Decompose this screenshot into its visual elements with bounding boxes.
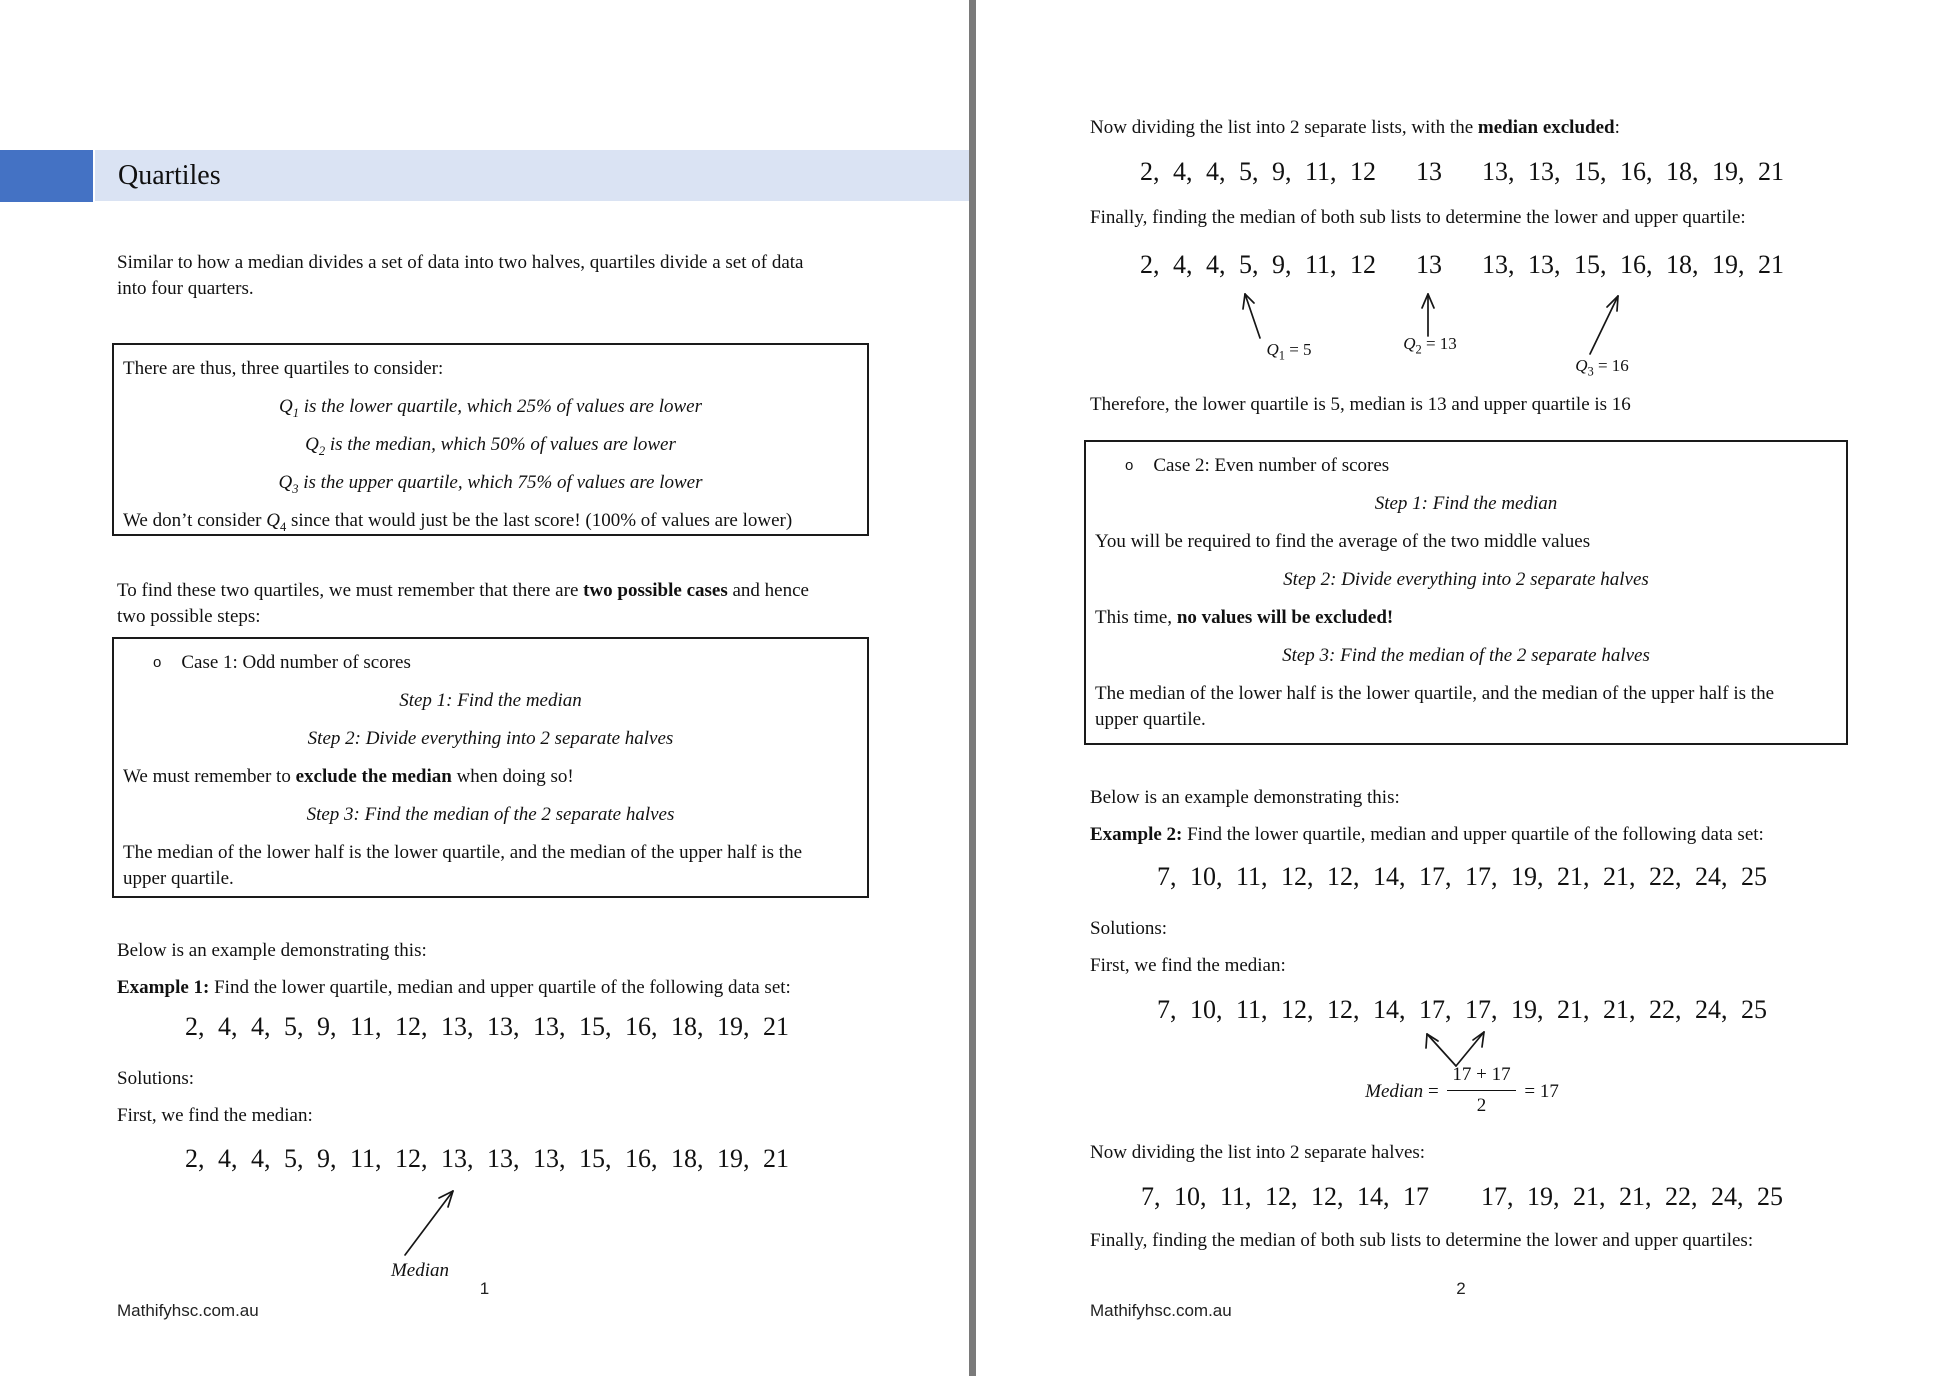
q1-subscript: 1 [292, 405, 299, 420]
below-example-text-2: Below is an example demonstrating this: [1090, 787, 1400, 808]
page-title: Quartiles [118, 160, 221, 191]
case2-closing [1095, 681, 1837, 733]
case2-label: Case 2: Even number of scores [1153, 455, 1390, 476]
example2-line [1090, 822, 1764, 848]
title-band [95, 150, 969, 201]
example1-label: Example 1: [117, 977, 210, 998]
annotated-median: 13 [1416, 250, 1443, 279]
exclude-bold: exclude the median [295, 766, 452, 787]
q1-label-value: = 5 [1284, 340, 1312, 359]
q4-note [123, 508, 858, 534]
case1-exclude-note [123, 764, 858, 790]
quartile-annotated-list [1080, 248, 1844, 281]
intro-paragraph [117, 250, 877, 302]
two-cases-line-1 [117, 578, 887, 604]
median-arrow [385, 1182, 471, 1258]
finally-text-1: Finally, finding the median of both sub lists to determine the lower and upper quartile: [1090, 207, 1746, 228]
split-list-1 [1080, 155, 1844, 188]
page-number-2: 2 [1456, 1279, 1466, 1298]
case1-label: Case 1: Odd number of scores [181, 652, 411, 673]
case1-closing [123, 840, 858, 892]
split2-left: 7, 10, 11, 12, 12, 14, 17 [1140, 1182, 1430, 1211]
fraction-denominator: 2 [1476, 1095, 1487, 1116]
finally-text-2: Finally, finding the median of both sub lists to determine the lower and upper quartiles: [1090, 1230, 1754, 1251]
solution-list-1: 2, 4, 4, 5, 9, 11, 12, 13, 13, 13, 15, 16, 18, 19, 21 [184, 1144, 790, 1173]
q3-arrow [1576, 290, 1628, 356]
case1-step1: Step 1: Find the median [399, 690, 582, 711]
median-arrow-label: Median [390, 1260, 450, 1281]
case1-bullet: o [153, 654, 162, 671]
footer-url-1: Mathifyhsc.com.au [117, 1301, 259, 1320]
case2-heading [1095, 453, 1837, 479]
q4-note-post: since that would just be the last score! (100% of values are lower) [286, 510, 793, 531]
case1-step3: Step 3: Find the median of the 2 separate halves [306, 804, 675, 825]
annotated-right: 13, 13, 15, 16, 18, 19, 21 [1482, 250, 1785, 279]
case2-average-note: You will be required to find the average of the two middle values [1095, 531, 1591, 552]
example1-text: Find the lower quartile, median and upper quartile of the following data set: [209, 977, 791, 998]
split2-right: 17, 19, 21, 21, 22, 24, 25 [1481, 1182, 1784, 1211]
exclude-pre: We must remember to [123, 766, 296, 787]
case2-step3: Step 3: Find the median of the 2 separate halves [1282, 645, 1650, 666]
q1-arrow [1226, 288, 1270, 340]
below-example-text: Below is an example demonstrating this: [117, 940, 427, 961]
q4-symbol: Q [266, 510, 280, 531]
split1-right: 13, 13, 15, 16, 18, 19, 21 [1482, 157, 1785, 186]
q2-value-label [1370, 334, 1490, 357]
two-cases-post: and hence [727, 580, 809, 601]
example1-line [117, 975, 791, 1001]
case2-closing-line-2: upper quartile. [1095, 709, 1206, 730]
dividing-lists-text [1090, 115, 1620, 141]
solutions-label-1: Solutions: [117, 1068, 195, 1089]
case2-closing-line-1: The median of the lower half is the lower quartile, and the median of the upper half is the [1095, 683, 1775, 704]
solution-list-2: 7, 10, 11, 12, 12, 14, 17, 17, 19, 21, 21, 22, 24, 25 [1156, 995, 1768, 1024]
find-median-text-1: First, we find the median: [117, 1105, 313, 1126]
case2-step2: Step 2: Divide everything into 2 separate halves [1283, 569, 1649, 590]
excluded-pre: This time, [1095, 607, 1177, 628]
formula-equals: = [1423, 1081, 1444, 1102]
fraction-numerator: 17 + 17 [1447, 1062, 1515, 1091]
intro-line-1: Similar to how a median divides a set of data into two halves, quartiles divide a set of data [117, 252, 804, 273]
case2-excluded-note [1095, 605, 1837, 631]
split1-median: 13 [1416, 157, 1443, 186]
page-divider [969, 0, 976, 1376]
example1-data-list: 2, 4, 4, 5, 9, 11, 12, 13, 13, 13, 15, 16, 18, 19, 21 [184, 1012, 790, 1041]
q2-label-subscript: 2 [1415, 342, 1422, 357]
q1-value-label [1231, 340, 1347, 363]
q3-label-symbol: Q [1575, 356, 1588, 375]
footer-url-2: Mathifyhsc.com.au [1090, 1301, 1232, 1320]
q1-text: is the lower quartile, which 25% of values are lower [298, 396, 702, 417]
split-list-2 [1080, 1180, 1844, 1213]
case1-closing-line-1: The median of the lower half is the lower quartile, and the median of the upper half is the [123, 842, 803, 863]
dividing-pre: Now dividing the list into 2 separate lists, with the [1090, 117, 1478, 138]
dividing-bold: median excluded [1477, 117, 1615, 138]
title-accent-bar [0, 150, 93, 202]
q2-definition [123, 432, 858, 458]
case2-step1: Step 1: Find the median [1374, 493, 1558, 514]
excluded-bold: no values will be excluded! [1176, 607, 1394, 628]
two-cases-paragraph [117, 578, 887, 630]
case1-step2: Step 2: Divide everything into 2 separate halves [307, 728, 674, 749]
page-2 [976, 0, 1946, 1376]
two-cases-line-2: two possible steps: [117, 606, 261, 627]
annotated-left: 2, 4, 4, 5, 9, 11, 12 [1139, 250, 1377, 279]
solutions-label-2: Solutions: [1090, 918, 1168, 939]
q1-label-subscript: 1 [1278, 348, 1285, 363]
page-1 [0, 0, 969, 1376]
page-number-1: 1 [479, 1279, 490, 1298]
split1-left: 2, 4, 4, 5, 9, 11, 12 [1139, 157, 1377, 186]
exclude-post: when doing so! [451, 766, 574, 787]
case2-bullet: o [1125, 457, 1134, 474]
q2-arrow [1418, 290, 1438, 338]
formula-result: = 17 [1524, 1081, 1559, 1102]
therefore-text: Therefore, the lower quartile is 5, median is 13 and upper quartile is 16 [1090, 394, 1631, 415]
median-formula [1080, 1062, 1844, 1119]
case1-heading [123, 650, 858, 676]
q1-symbol: Q [279, 396, 293, 417]
q2-symbol: Q [305, 434, 319, 455]
example2-text: Find the lower quartile, median and upper quartile of the following data set: [1182, 824, 1764, 845]
formula-fraction [1447, 1062, 1515, 1119]
quartiles-definition-box [112, 343, 869, 536]
q3-label-value: = 16 [1593, 356, 1629, 375]
q4-subscript: 4 [279, 519, 287, 534]
dividing-post: : [1614, 117, 1620, 138]
box1-heading: There are thus, three quartiles to consider: [123, 358, 444, 379]
q3-text: is the upper quartile, which 75% of values are lower [298, 472, 703, 493]
q2-text: is the median, which 50% of values are lower [325, 434, 676, 455]
q3-label-subscript: 3 [1587, 364, 1594, 379]
case1-box [112, 637, 869, 898]
q3-value-label [1542, 356, 1662, 379]
q2-label-symbol: Q [1403, 334, 1416, 353]
q4-note-pre: We don’t consider [123, 510, 267, 531]
two-cases-bold: two possible cases [583, 580, 728, 601]
case2-box [1084, 440, 1848, 745]
intro-line-2: into four quarters. [117, 278, 254, 299]
q2-label-value: = 13 [1421, 334, 1457, 353]
example2-label: Example 2: [1090, 824, 1183, 845]
two-cases-pre: To find these two quartiles, we must remember that there are [117, 580, 584, 601]
q1-label-symbol: Q [1266, 340, 1279, 359]
q3-definition [123, 470, 858, 496]
halves-text: Now dividing the list into 2 separate halves: [1090, 1142, 1426, 1163]
find-median-text-2: First, we find the median: [1090, 955, 1286, 976]
formula-median-word: Median [1365, 1081, 1424, 1102]
q3-subscript: 3 [292, 481, 299, 496]
case1-closing-line-2: upper quartile. [123, 868, 234, 889]
example2-data-list: 7, 10, 11, 12, 12, 14, 17, 17, 19, 21, 21, 22, 24, 25 [1156, 862, 1768, 891]
q2-subscript: 2 [318, 443, 326, 458]
q3-symbol: Q [278, 472, 293, 493]
q1-definition [123, 394, 858, 420]
